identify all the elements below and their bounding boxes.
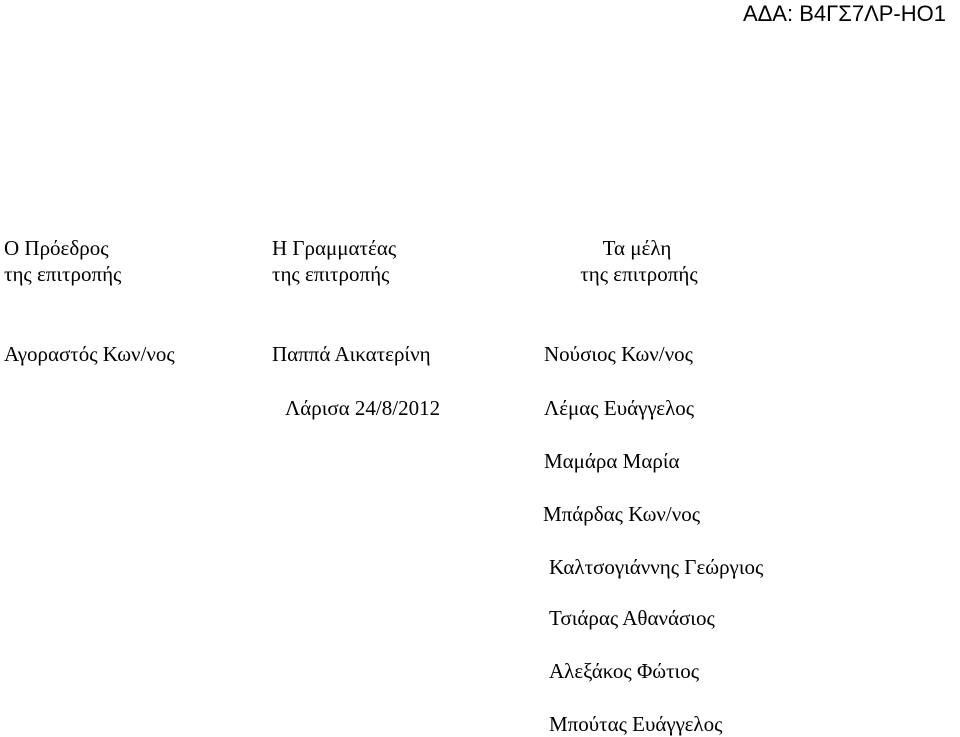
- members-committee-label: της επιτροπής: [580, 262, 698, 286]
- member-name: Μπούτας Ευάγγελος: [549, 712, 723, 736]
- member-name: Μαμάρα Μαρία: [544, 449, 680, 473]
- member-name: Μπάρδας Κων/νος: [543, 502, 701, 526]
- member-name: Καλτσογιάννης Γεώργιος: [549, 555, 764, 579]
- member-name: Αλεξάκος Φώτιος: [549, 659, 700, 683]
- president-title: Ο Πρόεδρος: [4, 236, 109, 260]
- member-name: Νούσιος Κων/νος: [544, 342, 693, 366]
- place-date: Λάρισα 24/8/2012: [285, 396, 441, 420]
- secretary-title: Η Γραμματέας: [272, 236, 397, 260]
- president-committee-label: της επιτροπής: [4, 262, 122, 286]
- members-title: Τα μέλη: [602, 236, 672, 260]
- secretary-name: Παππά Αικατερίνη: [272, 342, 431, 366]
- member-name: Τσιάρας Αθανάσιος: [549, 606, 715, 630]
- ada-code: ΑΔΑ: Β4ΓΣ7ΛΡ-ΗΟ1: [742, 1, 946, 26]
- president-name: Αγοραστός Κων/νος: [4, 342, 175, 366]
- secretary-committee-label: της επιτροπής: [272, 262, 390, 286]
- member-name: Λέμας Ευάγγελος: [544, 396, 695, 420]
